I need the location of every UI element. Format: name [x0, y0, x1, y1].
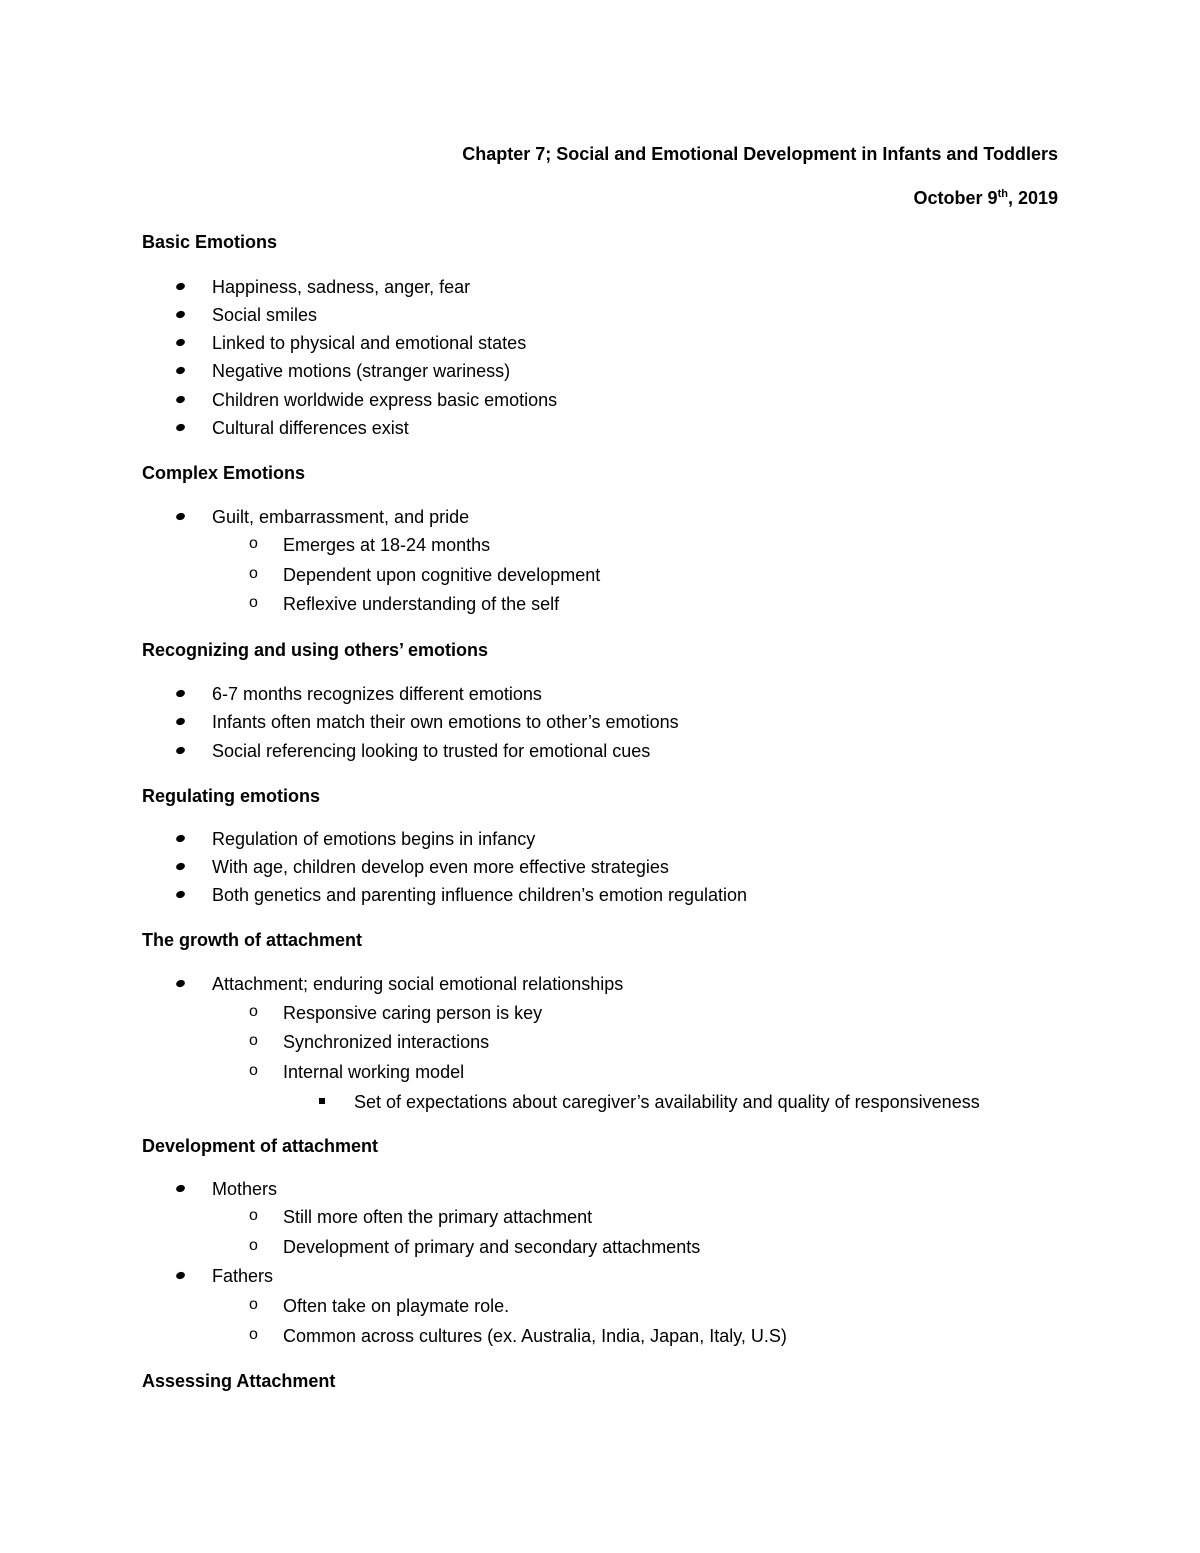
list-item — [212, 974, 623, 995]
bullet-icon — [176, 365, 186, 375]
section-heading: Basic Emotions — [142, 232, 278, 252]
list-item-text: Still more often the primary attachment — [283, 1207, 593, 1227]
list-item — [212, 857, 669, 878]
list-subitem — [249, 1032, 490, 1053]
bullet-icon — [176, 688, 186, 698]
date-prefix: October 9 — [913, 188, 998, 208]
section-heading: Recognizing and using others’ emotions — [142, 640, 489, 660]
list-item — [212, 390, 557, 411]
list-item-text: Both genetics and parenting influence children’s emotion regulation — [212, 885, 748, 905]
bullet-icon — [176, 1270, 186, 1280]
list-item-text: Emerges at 18-24 months — [283, 535, 491, 555]
section-heading: Development of attachment — [142, 1136, 379, 1156]
list-subitem — [249, 1062, 465, 1083]
circle-bullet-icon: o — [249, 535, 258, 552]
list-subitem — [249, 1237, 701, 1258]
list-subitem — [249, 1207, 593, 1228]
bullet-icon — [176, 716, 186, 726]
list-item — [212, 507, 469, 528]
list-item-text: Social referencing looking to trusted for emotional cues — [212, 741, 651, 761]
bullet-icon — [176, 337, 186, 347]
list-subsubitem — [354, 1092, 980, 1113]
list-item — [212, 1179, 277, 1200]
circle-bullet-icon: o — [249, 594, 258, 611]
list-item-text: Infants often match their own emotions to other’s emotions — [212, 712, 679, 732]
list-subitem — [249, 594, 560, 615]
list-item-text: Social smiles — [212, 305, 318, 325]
list-subitem — [249, 1003, 543, 1024]
list-item-text: Happiness, sadness, anger, fear — [212, 277, 471, 297]
list-item-text: Reflexive understanding of the self — [283, 594, 560, 614]
list-subitem — [249, 1296, 510, 1317]
date-year: , 2019 — [1007, 188, 1058, 208]
list-subitem — [249, 535, 491, 556]
list-subitem — [249, 565, 601, 586]
list-item-text: 6-7 months recognizes different emotions — [212, 684, 542, 704]
circle-bullet-icon: o — [249, 1237, 258, 1254]
list-item-text: Fathers — [212, 1266, 274, 1286]
list-item-text: Linked to physical and emotional states — [212, 333, 527, 353]
list-item-text: Often take on playmate role. — [283, 1296, 510, 1316]
list-item-text: Negative motions (stranger wariness) — [212, 361, 511, 381]
list-item-text: Children worldwide express basic emotions — [212, 390, 558, 410]
list-item — [212, 885, 747, 906]
list-item — [212, 1266, 273, 1287]
list-item-text: With age, children develop even more effective strategies — [212, 857, 669, 877]
list-item — [212, 418, 409, 439]
bullet-icon — [176, 309, 186, 319]
list-item-text: Set of expectations about caregiver’s availability and quality of responsiveness — [354, 1092, 980, 1112]
list-item — [212, 829, 535, 850]
list-item — [212, 277, 470, 298]
circle-bullet-icon: o — [249, 1296, 258, 1313]
circle-bullet-icon: o — [249, 1326, 258, 1343]
document-date — [914, 188, 1058, 209]
circle-bullet-icon: o — [249, 1003, 258, 1020]
bullet-icon — [176, 889, 186, 899]
list-item — [212, 333, 526, 354]
circle-bullet-icon: o — [249, 1207, 258, 1224]
section-heading: Regulating emotions — [142, 786, 321, 806]
list-item-text: Dependent upon cognitive development — [283, 565, 601, 585]
list-item — [212, 712, 679, 733]
document-title: Chapter 7; Social and Emotional Development in Infants and Toddlers — [462, 144, 1058, 164]
list-subitem — [249, 1326, 787, 1347]
circle-bullet-icon: o — [249, 565, 258, 582]
circle-bullet-icon: o — [249, 1032, 258, 1049]
list-item — [212, 305, 317, 326]
bullet-icon — [176, 978, 186, 988]
list-item-text: Development of primary and secondary attachments — [283, 1237, 701, 1257]
list-item-text: Regulation of emotions begins in infancy — [212, 829, 536, 849]
square-bullet-icon — [319, 1098, 325, 1104]
list-item-text: Cultural differences exist — [212, 418, 409, 438]
bullet-icon — [176, 1183, 186, 1193]
list-item-text: Common across cultures (ex. Australia, India, Japan, Italy, U.S) — [283, 1326, 787, 1346]
bullet-icon — [176, 422, 186, 432]
list-item-text: Internal working model — [283, 1062, 465, 1082]
section-heading: The growth of attachment — [142, 930, 362, 950]
section-heading: Complex Emotions — [142, 463, 306, 483]
list-item-text: Synchronized interactions — [283, 1032, 490, 1052]
bullet-icon — [176, 745, 186, 755]
list-item-text: Attachment; enduring social emotional relationships — [212, 974, 624, 994]
section-heading: Assessing Attachment — [142, 1371, 336, 1391]
bullet-icon — [176, 394, 186, 404]
circle-bullet-icon: o — [249, 1062, 258, 1079]
date-suffix: th — [997, 188, 1008, 200]
bullet-icon — [176, 833, 186, 843]
list-item — [212, 741, 650, 762]
list-item-text: Mothers — [212, 1179, 278, 1199]
list-item-text: Responsive caring person is key — [283, 1003, 543, 1023]
list-item — [212, 361, 510, 382]
bullet-icon — [176, 861, 186, 871]
list-item — [212, 684, 542, 705]
list-item-text: Guilt, embarrassment, and pride — [212, 507, 470, 527]
bullet-icon — [176, 281, 186, 291]
bullet-icon — [176, 511, 186, 521]
